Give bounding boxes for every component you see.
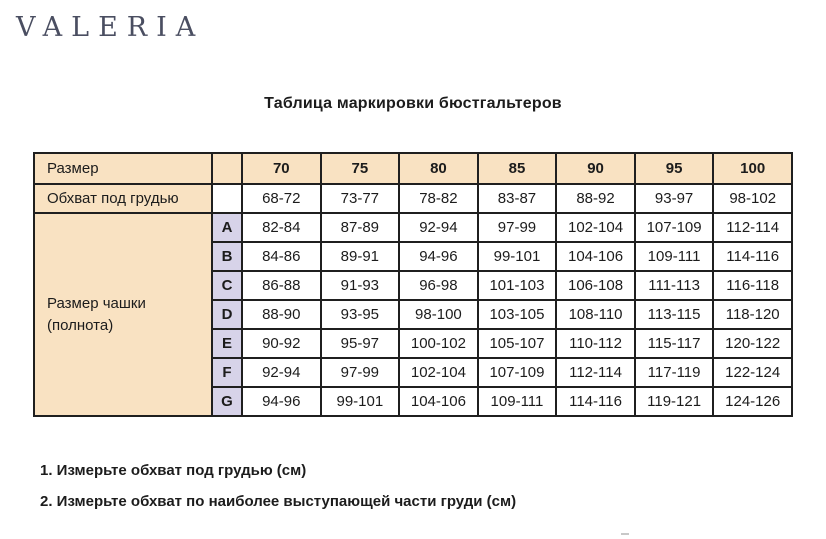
underbust-value-cell: 83-87 [478, 184, 557, 213]
cup-value-cell: 86-88 [242, 271, 321, 300]
spacer-cell [212, 184, 242, 213]
cup-letter-cell: B [212, 242, 242, 271]
cup-value-cell: 88-90 [242, 300, 321, 329]
cup-value-cell: 84-86 [242, 242, 321, 271]
measurement-notes [40, 462, 516, 524]
cup-value-cell: 112-114 [713, 213, 792, 242]
cup-value-cell: 87-89 [321, 213, 400, 242]
cropped-artifact [621, 533, 629, 535]
cup-value-cell: 95-97 [321, 329, 400, 358]
note-1: 1. Измерьте обхват под грудью (см) [40, 462, 307, 479]
band-size-cell: 90 [556, 153, 635, 184]
cup-value-cell: 111-113 [635, 271, 714, 300]
cup-value-cell: 91-93 [321, 271, 400, 300]
page-title: Таблица маркировки бюстгальтеров [264, 95, 562, 112]
cup-letter-cell: F [212, 358, 242, 387]
cup-value-cell: 104-106 [556, 242, 635, 271]
cup-value-cell: 92-94 [242, 358, 321, 387]
cup-value-cell: 96-98 [399, 271, 478, 300]
cup-value-cell: 107-109 [478, 358, 557, 387]
spacer-cell [212, 153, 242, 184]
cup-value-cell: 109-111 [635, 242, 714, 271]
underbust-value-cell: 73-77 [321, 184, 400, 213]
size-chart-body [34, 153, 792, 416]
cup-value-cell: 97-99 [321, 358, 400, 387]
cup-value-cell: 115-117 [635, 329, 714, 358]
cup-value-cell: 104-106 [399, 387, 478, 416]
underbust-value-cell: 88-92 [556, 184, 635, 213]
band-size-cell: 70 [242, 153, 321, 184]
cup-value-cell: 102-104 [556, 213, 635, 242]
cup-value-cell: 102-104 [399, 358, 478, 387]
cup-value-cell: 92-94 [399, 213, 478, 242]
cup-value-cell: 98-100 [399, 300, 478, 329]
underbust-value-cell: 78-82 [399, 184, 478, 213]
cup-value-cell: 100-102 [399, 329, 478, 358]
cup-value-cell: 113-115 [635, 300, 714, 329]
cup-letter-cell: E [212, 329, 242, 358]
cup-value-cell: 117-119 [635, 358, 714, 387]
underbust-value-cell: 98-102 [713, 184, 792, 213]
cup-value-cell: 124-126 [713, 387, 792, 416]
cup-value-cell: 112-114 [556, 358, 635, 387]
underbust-value-cell: 93-97 [635, 184, 714, 213]
cup-value-cell: 90-92 [242, 329, 321, 358]
cup-value-cell: 94-96 [242, 387, 321, 416]
cup-value-cell: 114-116 [713, 242, 792, 271]
cup-value-cell: 103-105 [478, 300, 557, 329]
cup-value-cell: 99-101 [321, 387, 400, 416]
cup-value-cell: 101-103 [478, 271, 557, 300]
cup-letter-cell: G [212, 387, 242, 416]
cup-value-cell: 119-121 [635, 387, 714, 416]
underbust-row [34, 184, 792, 213]
band-size-cell: 100 [713, 153, 792, 184]
band-size-cell: 80 [399, 153, 478, 184]
cup-value-cell: 122-124 [713, 358, 792, 387]
cup-row [34, 213, 792, 242]
band-header-row [34, 153, 792, 184]
band-size-cell: 95 [635, 153, 714, 184]
cup-value-cell: 107-109 [635, 213, 714, 242]
size-chart-table [33, 152, 793, 417]
cup-value-cell: 110-112 [556, 329, 635, 358]
cup-value-cell: 99-101 [478, 242, 557, 271]
brand-logo: VALERIA [16, 12, 205, 43]
cup-value-cell: 109-111 [478, 387, 557, 416]
cup-value-cell: 89-91 [321, 242, 400, 271]
underbust-value-cell: 68-72 [242, 184, 321, 213]
cup-letter-cell: A [212, 213, 242, 242]
cup-value-cell: 93-95 [321, 300, 400, 329]
cup-value-cell: 94-96 [399, 242, 478, 271]
cup-letter-cell: D [212, 300, 242, 329]
band-size-cell: 85 [478, 153, 557, 184]
note-2: 2. Измерьте обхват по наиболее выступающей части груди (см) [40, 493, 517, 510]
cup-value-cell: 82-84 [242, 213, 321, 242]
underbust-row-label: Обхват под грудью [34, 184, 212, 213]
cup-value-cell: 97-99 [478, 213, 557, 242]
cup-value-cell: 108-110 [556, 300, 635, 329]
cup-size-label: Размер чашки (полнота) [34, 213, 212, 416]
cup-letter-cell: C [212, 271, 242, 300]
size-row-label: Размер [34, 153, 212, 184]
cup-value-cell: 116-118 [713, 271, 792, 300]
cup-value-cell: 118-120 [713, 300, 792, 329]
cup-value-cell: 114-116 [556, 387, 635, 416]
cup-value-cell: 105-107 [478, 329, 557, 358]
cup-value-cell: 120-122 [713, 329, 792, 358]
cup-value-cell: 106-108 [556, 271, 635, 300]
band-size-cell: 75 [321, 153, 400, 184]
